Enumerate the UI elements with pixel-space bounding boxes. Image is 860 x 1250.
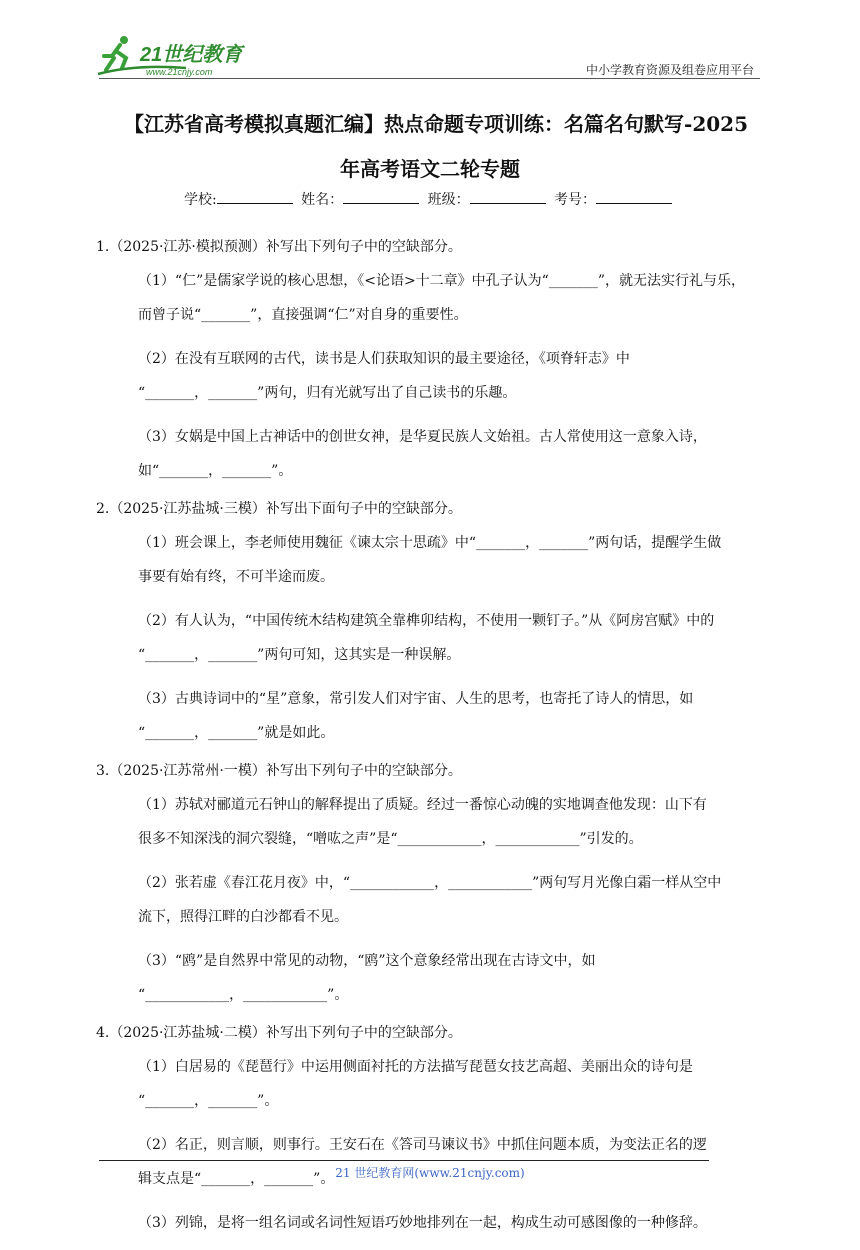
sub-question-line: “_______，_______”就是如此。 bbox=[138, 725, 335, 741]
sub-question bbox=[96, 264, 768, 332]
sub-question-line: （2）有人认为，“中国传统木结构建筑全靠榫卯结构，不使用一颗钉子。”从《阿房宫赋》中的 bbox=[138, 613, 715, 629]
sub-question-line: 如“_______，_______”。 bbox=[138, 463, 293, 479]
footer-text: 21 世纪教育网(www.21cnjy.com) bbox=[335, 1166, 525, 1180]
logo-text: 21世纪教育 bbox=[140, 44, 243, 66]
page-title-line2: 年高考语文二轮专题 bbox=[340, 157, 520, 181]
sub-question-line: “_______，_______”两句可知，这其实是一种误解。 bbox=[138, 647, 461, 663]
question-title: 2.（2025·江苏盐城·三模）补写出下面句子中的空缺部分。 bbox=[96, 501, 462, 517]
student-info bbox=[0, 189, 860, 209]
question bbox=[96, 1022, 768, 1240]
sub-question-line: （2）名正，则言顺，则事行。王安石在《答司马谏议书》中抓住问题本质，为变法正名的逻 bbox=[138, 1137, 707, 1153]
school-blank[interactable] bbox=[217, 189, 293, 204]
sub-question bbox=[96, 866, 768, 934]
sub-question-line: （1）班会课上，李老师使用魏征《谏太宗十思疏》中“_______，_______”两句话，提醒学生做 bbox=[138, 535, 722, 551]
sub-question-line: （3）古典诗词中的“星”意象，常引发人们对宇宙、人生的思考，也寄托了诗人的情思，如 bbox=[138, 691, 694, 707]
question bbox=[96, 236, 768, 488]
logo-url: www.21cnjy.com bbox=[146, 67, 213, 77]
class-label: 班级： bbox=[427, 192, 470, 208]
footer-divider bbox=[99, 1160, 709, 1161]
header-divider bbox=[99, 78, 760, 79]
sub-question-line: 事要有始有终，不可半途而废。 bbox=[138, 569, 334, 585]
sub-question-line: （1）苏轼对郦道元石钟山的解释提出了质疑。经过一番惊心动魄的实地调查他发现：山下有 bbox=[138, 797, 707, 813]
sub-question-line: （2）在没有互联网的古代，读书是人们获取知识的最主要途径，《项脊轩志》中 bbox=[138, 351, 630, 367]
sub-question-line: “____________，____________”。 bbox=[138, 987, 349, 1003]
sub-question-line: “_______，_______”两句，归有光就写出了自己读书的乐趣。 bbox=[138, 385, 517, 401]
sub-question-line: （2）张若虚《春江花月夜》中，“____________，____________”两句写月光像白霜一样从空中 bbox=[138, 875, 722, 891]
number-blank[interactable] bbox=[596, 189, 672, 204]
sub-question-line: 很多不知深浅的洞穴裂缝，“噌吰之声”是“____________，____________”引发的。 bbox=[138, 831, 643, 847]
platform-name: 中小学教育资源及组卷应用平台 bbox=[585, 63, 754, 77]
question bbox=[96, 760, 768, 1012]
sub-question bbox=[96, 526, 768, 594]
sub-question-line: 流下，照得江畔的白沙都看不见。 bbox=[138, 909, 348, 925]
sub-question-line: （3）列锦，是将一组名词或名词性短语巧妙地排列在一起，构成生动可感图像的一种修辞。 bbox=[138, 1215, 707, 1231]
question-list bbox=[96, 236, 768, 1250]
number-label: 考号： bbox=[554, 192, 597, 208]
sub-question-line: （1）白居易的《琵琶行》中运用侧面衬托的方法描写琵琶女技艺高超、美丽出众的诗句是 bbox=[138, 1059, 693, 1075]
sub-question bbox=[96, 604, 768, 672]
name-blank[interactable] bbox=[343, 189, 419, 204]
sub-question bbox=[96, 682, 768, 750]
sub-question-line: 而曾子说“_______”，直接强调“仁”对自身的重要性。 bbox=[138, 307, 468, 323]
sub-question bbox=[96, 788, 768, 856]
name-label: 姓名： bbox=[301, 192, 344, 208]
sub-question bbox=[96, 420, 768, 488]
class-blank[interactable] bbox=[470, 189, 546, 204]
question-title: 1.（2025·江苏·模拟预测）补写出下列句子中的空缺部分。 bbox=[96, 239, 462, 255]
page-title-line1: 【江苏省高考模拟真题汇编】热点命题专项训练：名篇名句默写-2025 bbox=[124, 112, 748, 136]
logo bbox=[96, 34, 271, 78]
sub-question-line: （1）“仁”是儒家学说的核心思想，《<论语>十二章》中孔子认为“_______”，就无法实行礼与乐， bbox=[138, 273, 745, 289]
school-label: 学校: bbox=[183, 192, 217, 208]
question-title: 4.（2025·江苏盐城·二模）补写出下列句子中的空缺部分。 bbox=[96, 1025, 462, 1041]
sub-question bbox=[96, 944, 768, 1012]
sub-question-line: （3）“鸥”是自然界中常见的动物，“鸥”这个意象经常出现在古诗文中，如 bbox=[138, 953, 596, 969]
page-header bbox=[96, 30, 760, 80]
sub-question bbox=[96, 342, 768, 410]
question-title: 3.（2025·江苏常州·一模）补写出下列句子中的空缺部分。 bbox=[96, 763, 462, 779]
sub-question-line: 辑支点是“_______，_______”。 bbox=[138, 1171, 335, 1187]
question bbox=[96, 498, 768, 750]
sub-question-line: （3）女娲是中国上古神话中的创世女神，是华夏民族人文始祖。古人常使用这一意象入诗， bbox=[138, 429, 707, 445]
sub-question bbox=[96, 1050, 768, 1118]
sub-question bbox=[96, 1128, 768, 1196]
sub-question bbox=[96, 1206, 768, 1240]
sub-question-line: “_______，_______”。 bbox=[138, 1093, 279, 1109]
